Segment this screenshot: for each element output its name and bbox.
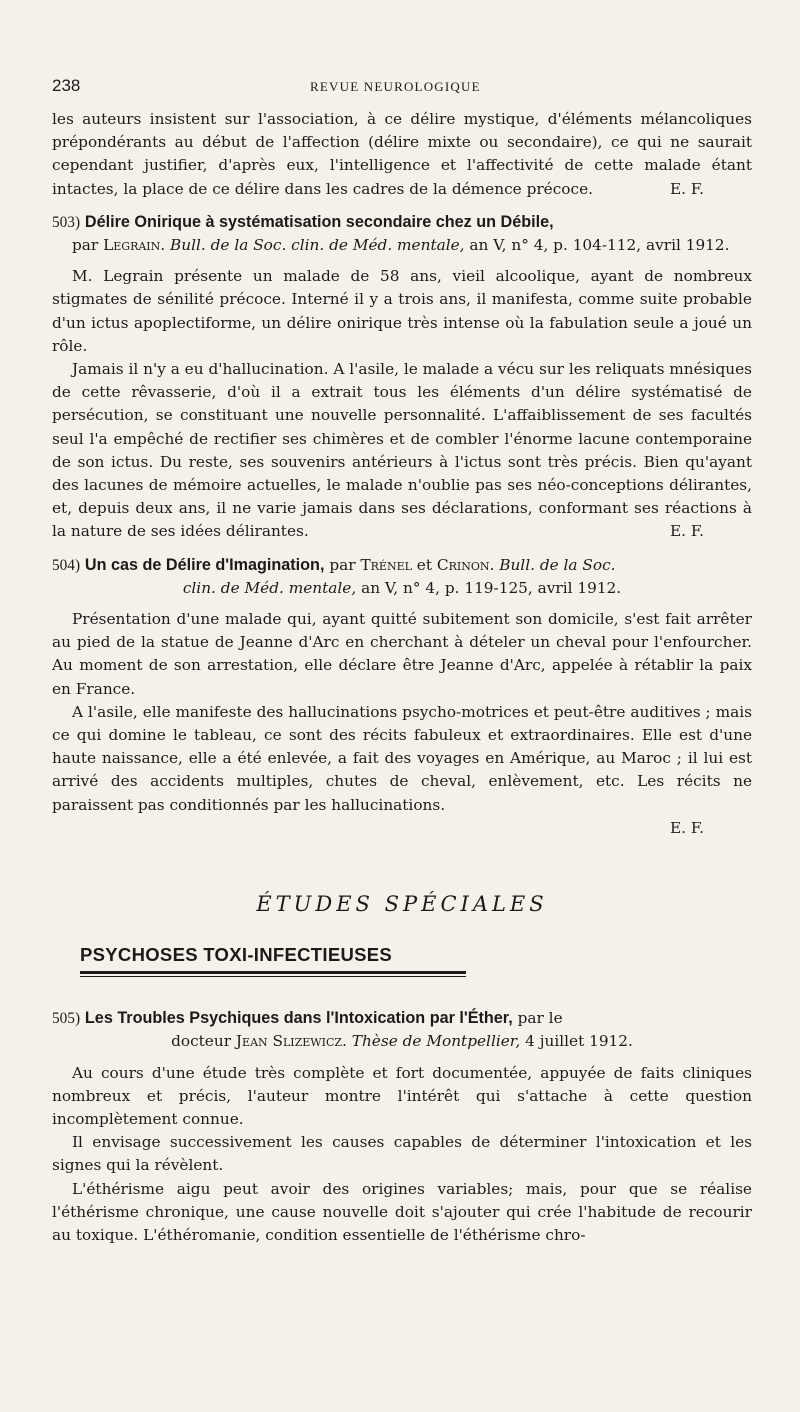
entry-author: Jean Slizewicz.: [235, 1032, 347, 1051]
entry-paragraph: Jamais il n'y a eu d'hallucination. A l'asile, le malade a vécu sur les reliquats mnésiques de cette rêvasserie, d'où il a extrait tous les éléments d'un délire systématisé de persécution, se constituant une nouvelle personnalité. L'affaiblissement de ses facultés seul l'a empêché de rectifier ses chimères et de combler l'énorme lacune contemporaine de son ictus. Du reste, ses souvenirs antérieurs à l'ictus sont très précis. Bien qu'ayant des lacunes de mémoire actuelles, le malade n'oublie pas ses néo-conceptions délirantes, et, depuis deux ans, il ne varie jamais dans ses déclarations, conformant ses réactions à la nature de ses idées délirantes. E. F.: [52, 358, 752, 544]
entry-citation: par Legrain. Bull. de la Soc. clin. de Méd. mentale, an V, n° 4, p. 104-112, avril 1912.: [72, 236, 730, 255]
intro-paragraph: les auteurs insistent sur l'association, à ce délire mystique, d'éléments mélancoliques prépondérants au début de l'affection (délire mixte ou secondaire), ce qui ne saurait cependant justifier, d'après eux, l'intelligence et l'affectivité de cette malade étant intactes, la place de ce délire dans les cadres de la démence précoce. E. F.: [52, 108, 752, 201]
abstract-entry-503: [52, 211, 752, 544]
entry-author: Crinon.: [436, 555, 495, 574]
abstract-entry-505: [52, 1007, 752, 1247]
entry-source: Bull. de la Soc. clin. de Méd. mentale,: [170, 236, 465, 255]
entry-header: 504) Un cas de Délire d'Imagination, par Trénel et Crinon. Bull. de la Soc.: [52, 555, 616, 574]
page: [52, 76, 752, 1247]
entry-citation: docteur Jean Slizewicz. Thèse de Montpellier, 4 juillet 1912.: [171, 1032, 633, 1051]
entry-citation: clin. de Méd. mentale, an V, n° 4, p. 119-125, avril 1912.: [182, 578, 622, 597]
abstract-entry-504: [52, 554, 752, 840]
entry-paragraph: Présentation d'une malade qui, ayant quitté subitement son domicile, s'est fait arrêter au pied de la statue de Jeanne d'Arc en cherchant à dételer un cheval pour l'enfourcher. Au moment de son arrestation, elle déclare être Jeanne d'Arc, appelée à rétablir la paix en France.: [52, 610, 752, 698]
entry-reference: an V, n° 4, p. 104-112,: [469, 236, 642, 255]
subsection-title: PSYCHOSES TOXI-INFECTIEUSES: [80, 944, 393, 966]
entry-title: Les Troubles Psychiques dans l'Intoxication par l'Éther,: [84, 1009, 513, 1028]
entry-title: Délire Onirique à systématisation secondaire chez un Débile,: [84, 212, 554, 231]
section-title: ÉTUDES SPÉCIALES: [256, 892, 548, 917]
entry-number: 504): [52, 556, 81, 574]
entry-paragraph: L'éthérisme aigu peut avoir des origines variables; mais, pour que se réalise l'éthérisme chronique, une cause nouvelle doit s'ajouter qui crée l'habitude de recourir au toxique. L'éthéromanie, condition essentielle de l'éthérisme chro-: [52, 1179, 752, 1244]
entry-reference: 4 juillet 1912.: [525, 1032, 633, 1051]
entry-title: Un cas de Délire d'Imagination,: [84, 555, 325, 574]
signature: E. F.: [670, 179, 704, 198]
entry-number: 505): [52, 1010, 81, 1028]
signature: E. F.: [670, 818, 704, 837]
heading-rule-thick: [80, 971, 466, 974]
entry-paragraph: Il envisage successivement les causes capables de déterminer l'intoxication et les signes qui la révèlent.: [52, 1133, 752, 1175]
subsection-heading: [80, 944, 466, 977]
entry-paragraph: A l'asile, elle manifeste des hallucinations psycho-motrices et peut-être auditives ; mais ce qui domine le tableau, ce sont des récits fabuleux et extraordinaires. Elle est d'une haute naissance, elle a été enlevée, a fait des voyages en Amérique, au Maroc ; il lui est arrivé des accidents multiples, chutes de cheval, enlèvement, etc. Les récits ne paraissent pas conditionnés par les hallucinations.: [52, 702, 752, 814]
signature: E. F.: [670, 522, 704, 541]
running-title: REVUE NEUROLOGIQUE: [310, 79, 481, 94]
entry-source: Thèse de Montpellier,: [351, 1032, 521, 1051]
entry-number: 503): [52, 213, 81, 231]
entry-paragraph: Au cours d'une étude très complète et fort documentée, appuyée de faits cliniques nombreux et précis, l'auteur montre l'intérêt qui s'attache à cette question incomplètement connue.: [52, 1063, 752, 1128]
entry-paragraph: M. Legrain présente un malade de 58 ans, vieil alcoolique, ayant de nombreux stigmates de sénilité précoce. Interné il y a trois ans, il manifesta, comme suite probable d'un ictus apoplectiforme, un délire onirique très intense où la fabulation seule a joué un rôle.: [52, 267, 752, 355]
entry-header: 505) Les Troubles Psychiques dans l'Intoxication par l'Éther, par le: [52, 1009, 563, 1028]
entry-author: Legrain: [103, 236, 161, 255]
page-header: [52, 76, 752, 100]
entry-author: Trénel: [360, 555, 412, 574]
entry-reference: an V, n° 4, p. 119-125, avril 1912.: [361, 578, 622, 597]
entry-source: Bull. de la Soc.: [499, 555, 616, 574]
page-number: 238: [52, 76, 81, 95]
entry-header: [52, 211, 752, 234]
